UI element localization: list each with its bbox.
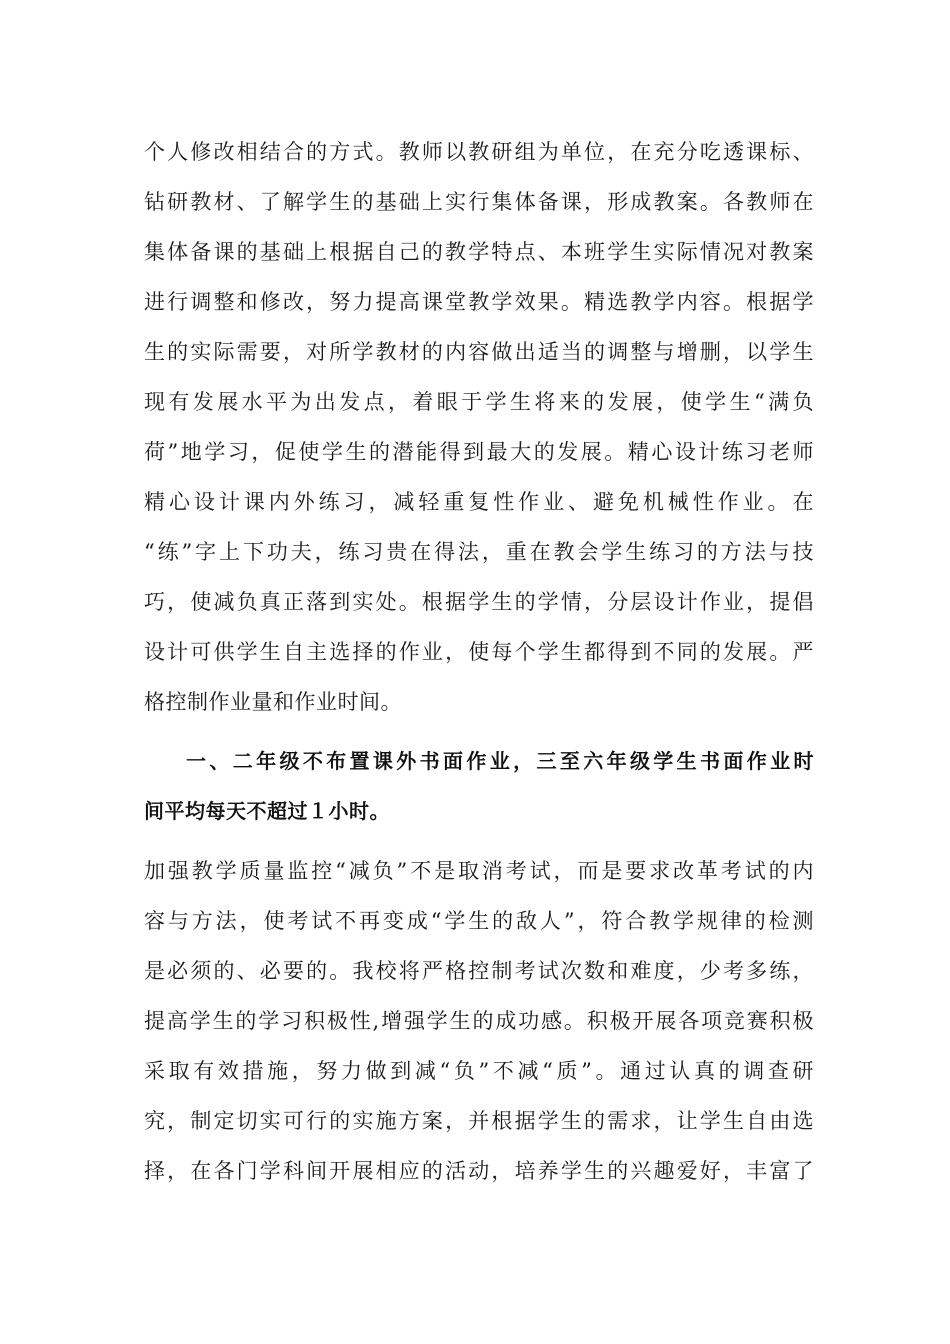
paragraph1-line: 进行调整和修改，努力提高课堂教学效果。精选教学内容。根据学: [144, 290, 814, 314]
paragraph1-line: 钻研教材、了解学生的基础上实行集体备课，形成教案。各教师在: [144, 190, 814, 214]
paragraph1-line: 巧，使减负真正落到实处。根据学生的学情，分层设计作业，提倡: [144, 590, 814, 614]
paragraph1-line: 生的实际需要，对所学教材的内容做出适当的调整与增删，以学生: [144, 340, 814, 364]
paragraph1-line: 精心设计课内外练习，减轻重复性作业、避免机械性作业。在: [144, 490, 814, 514]
paragraph1-line: 格控制作业量和作业时间。: [144, 690, 402, 714]
paragraph2-line: 是必须的、必要的。我校将严格控制考试次数和难度，少考多练，: [144, 959, 814, 983]
paragraph1-line: “练”字上下功夫，练习贵在得法，重在教会学生练习的方法与技: [144, 540, 814, 564]
section-heading-line: 间平均每天不超过１小时。: [144, 799, 390, 823]
paragraph2-line: 采取有效措施，努力做到减“负”不减“质”。通过认真的调查研: [144, 1059, 814, 1083]
paragraph1-line: 集体备课的基础上根据自己的教学特点、本班学生实际情况对教案: [144, 240, 814, 264]
paragraph1-line: 荷”地学习，促使学生的潜能得到最大的发展。精心设计练习老师: [144, 440, 814, 464]
paragraph2-line: 提高学生的学习积极性,增强学生的成功感。积极开展各项竞赛积极: [144, 1009, 814, 1033]
section-heading-line: 一、二年级不布置课外书面作业，三至六年级学生书面作业时: [186, 749, 814, 773]
paragraph1-line: 个人修改相结合的方式。教师以教研组为单位，在充分吃透课标、: [144, 140, 814, 164]
paragraph2-line: 加强教学质量监控“减负”不是取消考试，而是要求改革考试的内: [144, 859, 814, 883]
paragraph1-line: 设计可供学生自主选择的作业，使每个学生都得到不同的发展。严: [144, 640, 814, 664]
paragraph1-line: 现有发展水平为出发点，着眼于学生将来的发展，使学生“满负: [144, 390, 814, 414]
paragraph2-line: 择，在各门学科间开展相应的活动，培养学生的兴趣爱好，丰富了: [144, 1159, 814, 1183]
paragraph2-line: 容与方法，使考试不再变成“学生的敌人”，符合教学规律的检测: [144, 909, 814, 933]
paragraph2-line: 究，制定切实可行的实施方案，并根据学生的需求，让学生自由选: [144, 1109, 814, 1133]
